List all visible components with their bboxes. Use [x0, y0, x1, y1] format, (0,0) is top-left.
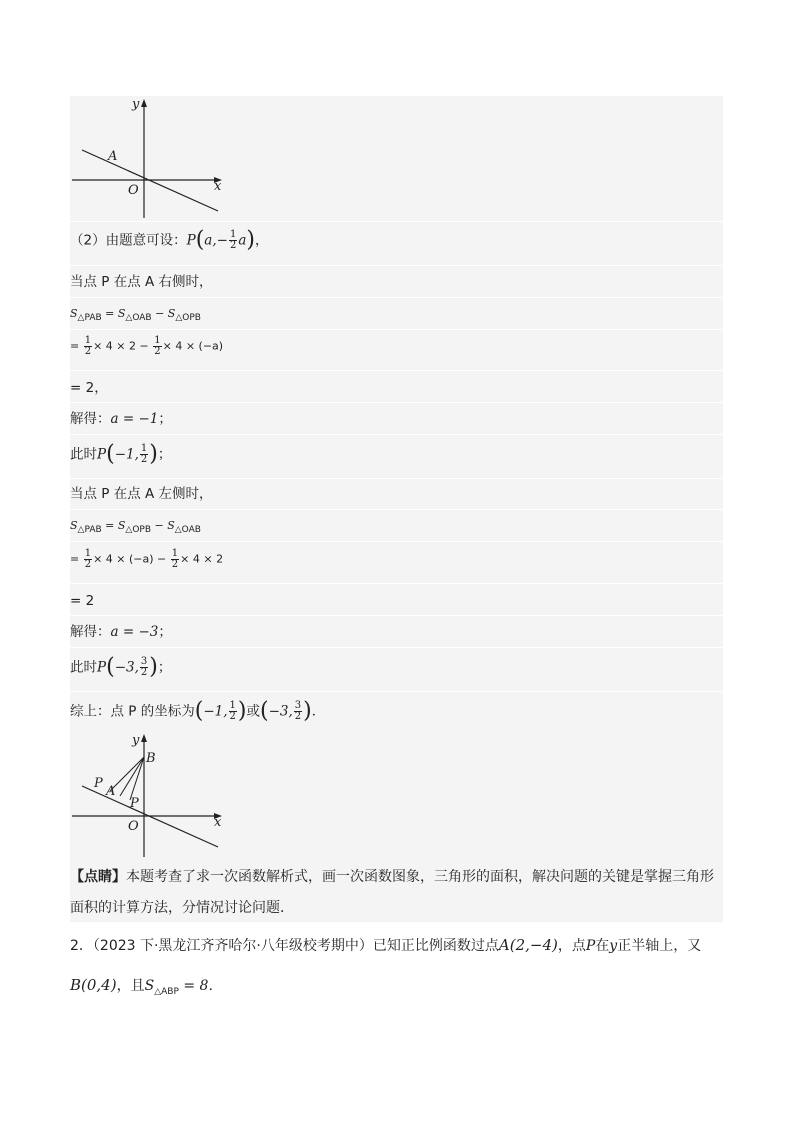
line-area-calc-1: = $\frac{1}{2}$ × 4 × 2 − $\frac{1}{2}$ × 4 × (−a): [70, 335, 224, 357]
separator: [70, 541, 723, 542]
separator: [70, 329, 723, 330]
y-axis-arrow: [141, 734, 147, 742]
separator: [70, 691, 723, 692]
point-p2-label: P: [130, 796, 139, 811]
math-a2: a: [238, 232, 247, 249]
graph-line-through-origin: [70, 96, 240, 221]
origin-label: O: [128, 819, 139, 834]
line-result-2: = 2: [70, 593, 95, 609]
note-line-2: 面积的计算方法，分情况讨论问题．: [70, 900, 294, 916]
separator: [70, 509, 723, 510]
text: （2）由题意可设：: [70, 232, 187, 249]
text: ，: [254, 232, 269, 249]
line-area-formula-2: $S_{\triangle PAB} = S_{\triangle OPB} - S_{\triangle OAB}$: [70, 519, 201, 536]
x-label: x: [214, 815, 222, 830]
line-point-1: 此时P(−1, $\frac{1}{2}$ )；: [70, 441, 172, 467]
separator: [70, 265, 723, 266]
separator: [70, 402, 723, 403]
separator: [70, 221, 723, 222]
line-case-left: 当点 P 在点 A 左侧时，: [70, 486, 213, 502]
point-a-label: A: [108, 149, 118, 164]
line-solve-2: 解得：a = −3；: [70, 624, 172, 640]
point-p1-label: P: [94, 776, 103, 791]
separator: [70, 478, 723, 479]
problem2-line-1: 2．（2023 下·黑龙江齐齐哈尔·八年级校考期中）已知正比例函数过点A(2,−4)，点P在y正半轴上，又: [70, 936, 702, 954]
line-area-formula-1: $S_{\triangle PAB} = S_{\triangle OAB} - S_{\triangle OPB}$: [70, 307, 201, 324]
note-line-1: [70, 866, 730, 888]
separator: [70, 370, 723, 371]
point-b-label: B: [146, 751, 156, 766]
fraction-half: $\frac{1}{2}$: [229, 229, 237, 251]
x-label: x: [214, 179, 222, 194]
note-text: 本题考查了求一次函数解析式，画一次函数图象，三角形的面积，解决问题的关键是掌握三角形: [126, 869, 714, 885]
segment-ba: [120, 757, 144, 796]
separator: [70, 583, 723, 584]
line-result-1: = 2，: [70, 380, 108, 396]
point-a-label: A: [106, 784, 116, 799]
line-point-2: 此时P(−3, $\frac{3}{2}$ )；: [70, 654, 172, 680]
separator: [70, 434, 723, 435]
graph-triangles: [70, 730, 240, 860]
y-label: y: [132, 733, 140, 748]
separator: [70, 615, 723, 616]
line-conclusion: 综上：点 P 的坐标为(−1, $\frac{1}{2}$ )或(−3, $\frac{3}{2}$ )．: [70, 698, 326, 724]
y-label: y: [132, 97, 140, 112]
problem2-line-2: B(0,4)，且$S_{\triangle ABP} = 8$．: [70, 976, 223, 997]
line-solve-1: 解得：a = −1；: [70, 411, 172, 427]
math-p: P: [186, 232, 196, 249]
line-case-right: 当点 P 在点 A 右侧时，: [70, 274, 213, 290]
y-axis-arrow: [141, 99, 147, 107]
line-area-calc-2: = $\frac{1}{2}$ × 4 × (−a) − $\frac{1}{2}$ × 4 × 2: [70, 548, 224, 570]
note-tag: 【点睛】: [70, 869, 126, 885]
separator: [70, 297, 723, 298]
separator: [70, 647, 723, 648]
line-setup: （2）由题意可设：P(a,− $\frac{1}{2}$ a)，: [70, 227, 269, 253]
origin-label: O: [128, 183, 139, 198]
math-a: a,−: [204, 232, 228, 249]
